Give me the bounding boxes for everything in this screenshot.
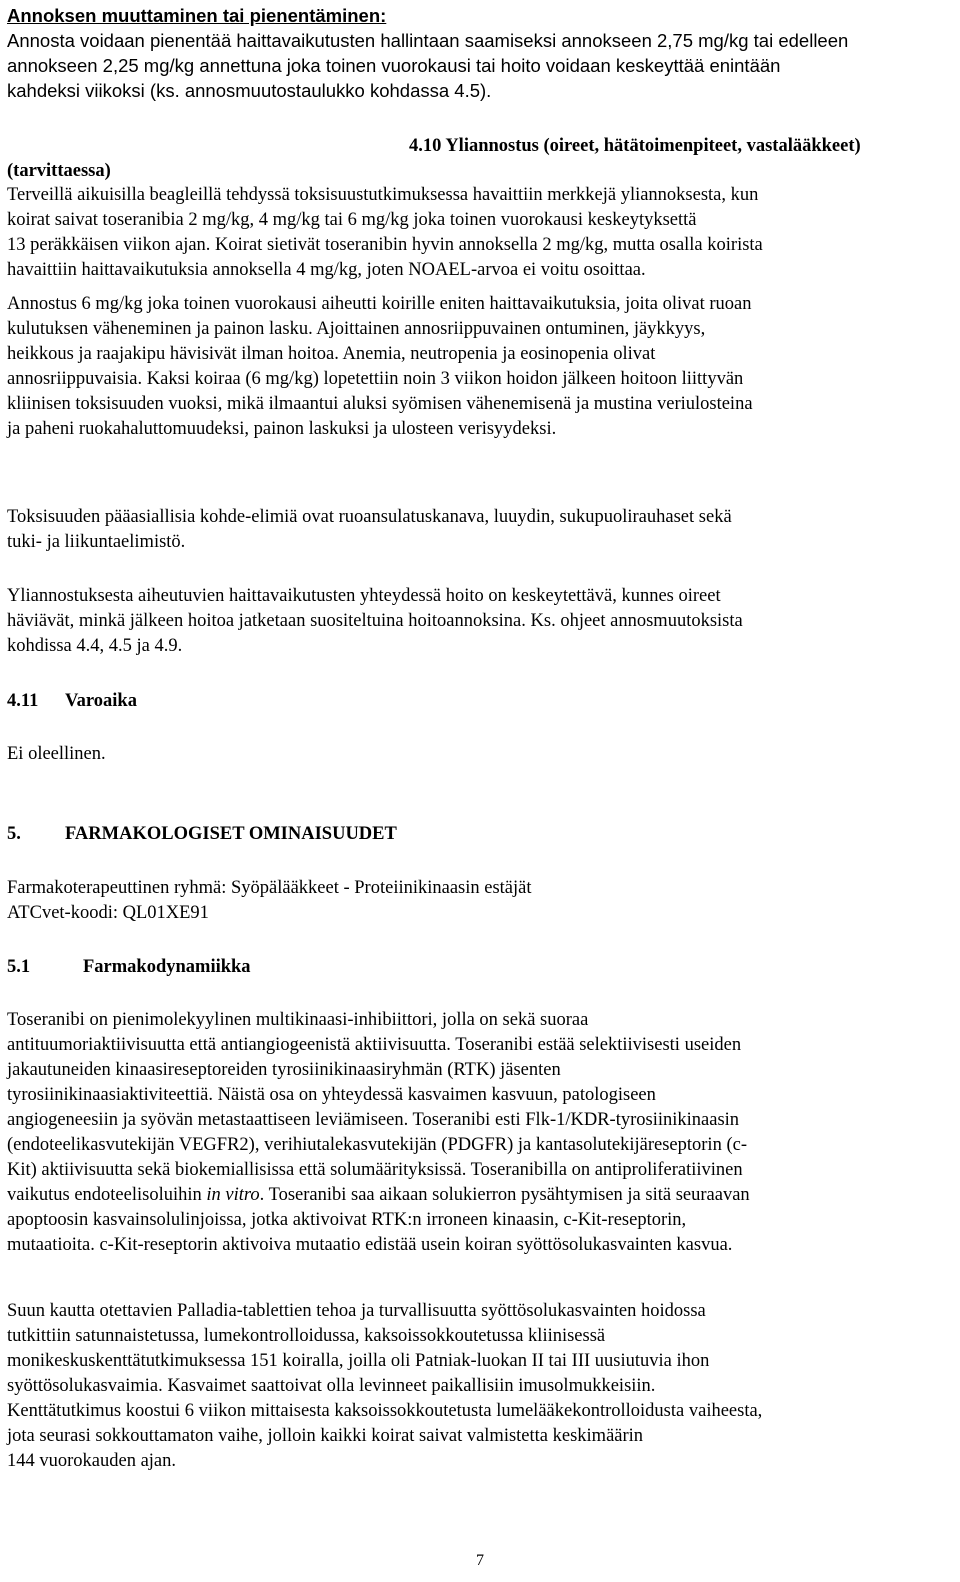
text-line: 13 peräkkäisen viikon ajan. Koirat sietivät toseranibin hyvin annoksella 2 mg/kg, mutta osalla koirista [7, 235, 763, 255]
text-line: apoptoosin kasvainsolulinjoissa, jotka aktivoivat RTK:n irroneen kinaasin, c-Kit-reseptorin, [7, 1210, 687, 1230]
section-5-number: 5. [7, 824, 21, 844]
text-line: jakautuneiden kinaasireseptoreiden tyrosiinikinaasiryhmän (RTK) jäsenten [7, 1060, 561, 1080]
text-line: Suun kautta otettavien Palladia-tablettien tehoa ja turvallisuutta syöttösolukasvainten hoidossa [7, 1301, 706, 1321]
text-line: Yliannostuksesta aiheutuvien haittavaikutusten yhteydessä hoito on keskeytettävä, kunnes oireet [7, 586, 721, 606]
pharmacotherapeutic-group: Farmakoterapeuttinen ryhmä: Syöpälääkkeet - Proteiinikinaasin estäjät [7, 878, 532, 898]
text-line: mutaatioita. c-Kit-reseptorin aktivoiva mutaatio edistää usein koiran syöttösolukasvainten kasvua. [7, 1235, 733, 1255]
text-line: 144 vuorokauden ajan. [7, 1451, 177, 1471]
section-4-10-paragraph-4 [7, 584, 953, 659]
section-5-heading [7, 822, 953, 847]
text-line: tutkittiin satunnaistetussa, lumekontrolloidussa, kaksoissokkoutetussa kliinisessä [7, 1326, 606, 1346]
text-line: heikkous ja raajakipu hävisivät ilman hoitoa. Anemia, neutropenia ja eosinopenia olivat [7, 344, 656, 364]
text-line: monikeskuskenttätutkimuksessa 151 koiralla, joilla oli Patniak-luokan II tai III uusiutuvia ihon [7, 1351, 710, 1371]
section-4-10-paragraph-3 [7, 505, 953, 555]
section-4-10-paragraph-2 [7, 292, 953, 442]
text-line: Toksisuuden pääasiallisia kohde-elimiä ovat ruoansulatuskanava, luuydin, sukupuolirauhaset sekä [7, 507, 732, 527]
text-line: kohdissa 4.4, 4.5 ja 4.9. [7, 636, 183, 656]
text-line: kulutuksen väheneminen ja painon lasku. Ajoittainen annosriippuvainen ontuminen, jäykkyys, [7, 319, 706, 339]
text-line: ja paheni ruokahaluttomuudeksi, painon laskuksi ja ulosteen verisyydeksi. [7, 419, 557, 439]
section-4-11-body [7, 742, 953, 767]
section-5-title: FARMAKOLOGISET OMINAISUUDET [65, 824, 397, 844]
atcvet-code: ATCvet-koodi: QL01XE91 [7, 903, 209, 923]
dose-adjustment-line: Annosta voidaan pienentää haittavaikutusten hallintaan saamiseksi annokseen 2,75 mg/kg tai edelleen [7, 30, 849, 51]
text-fragment: . Toseranibi saa aikaan solukierron pysähtymisen ja sitä seuraavan [259, 1185, 750, 1205]
text-line: Kit) aktiivisuutta sekä biokemiallisissa että solumäärityksissä. Toseranibilla on antiproliferatiivinen [7, 1160, 743, 1180]
text-line: havaittiin haittavaikutuksia annoksella 4 mg/kg, joten NOAEL-arvoa ei voitu osoittaa. [7, 260, 646, 280]
text-line: Ei oleellinen. [7, 744, 106, 764]
section-5-1-title: Farmakodynamiikka [83, 957, 251, 977]
text-line-in-vitro [7, 1183, 953, 1208]
in-vitro-italic: in vitro [206, 1185, 260, 1205]
text-line: angiogeneesiin ja syövän metastaattiseen leviämiseen. Toseranibi esti Flk-1/KDR-tyrosiinikinaasin [7, 1110, 740, 1130]
text-line: Toseranibi on pienimolekyylinen multikinaasi-inhibiittori, jolla on sekä suoraa [7, 1010, 589, 1030]
text-line: jota seurasi sokkouttamaton vaihe, jolloin kaikki koirat saivat valmistetta keskimäärin [7, 1426, 644, 1446]
text-line: syöttösolukasvaimia. Kasvaimet saattoivat olla levinneet paikallisiin imusolmukkeisiin. [7, 1376, 656, 1396]
section-4-11-number: 4.11 [7, 691, 39, 711]
text-line: annosriippuvaisia. Kaksi koiraa (6 mg/kg) lopetettiin noin 3 viikon hoidon jälkeen hoitoon liittyvän [7, 369, 744, 389]
section-4-11-title: Varoaika [65, 691, 137, 711]
text-line: antituumoriaktiivisuutta että antiangiogeenistä aktiivisuutta. Toseranibi estää selektiivisesti useiden [7, 1035, 742, 1055]
dose-adjustment-line: kahdeksi viikoksi (ks. annosmuutostaulukko kohdassa 4.5). [7, 80, 492, 101]
dose-adjustment-heading: Annoksen muuttaminen tai pienentäminen: [7, 5, 387, 26]
section-4-11-heading [7, 689, 953, 714]
section-5-1-heading [7, 955, 953, 980]
section-5-classification [7, 876, 953, 926]
text-line: tyrosiinikinaasiaktiviteettiä. Näistä osa on yhteydessä kasvaimen kasvuun, patologiseen [7, 1085, 656, 1105]
text-line: (endoteelikasvutekijän VEGFR2), verihiutalekasvutekijän (PDGFR) ja kantasolutekijäreseptorin (c- [7, 1135, 747, 1155]
text-line: koirat saivat toseranibia 2 mg/kg, 4 mg/kg tai 6 mg/kg joka toinen vuorokausi keskeytyksettä [7, 210, 697, 230]
section-4-10-paragraph-1 [7, 183, 953, 283]
dose-adjustment-line: annokseen 2,25 mg/kg annettuna joka toinen vuorokausi tai hoito voidaan keskeyttää enintään [7, 55, 781, 76]
section-4-10-heading [7, 134, 953, 184]
text-line: Kenttätutkimus koostui 6 viikon mittaisesta kaksoissokkoutetusta lumelääkekontrolloidusta vaiheesta, [7, 1401, 763, 1421]
text-line: häviävät, minkä jälkeen hoitoa jatketaan suositeltuina hoitoannoksina. Ks. ohjeet annosmuutoksista [7, 611, 743, 631]
section-4-10-title: 4.10 Yliannostus (oireet, hätätoimenpiteet, vastalääkkeet) (tarvittaessa) [7, 136, 861, 181]
text-line: Annostus 6 mg/kg joka toinen vuorokausi aiheutti koirille eniten haittavaikutuksia, joita olivat ruoan [7, 294, 752, 314]
text-line: kliinisen toksisuuden vuoksi, mikä ilmaantui aluksi syömisen vähenemisenä ja mustina veriulosteina [7, 394, 753, 414]
text-line: tuki- ja liikuntaelimistö. [7, 532, 186, 552]
text-line: Terveillä aikuisilla beagleillä tehdyssä toksisuustutkimuksessa havaittiin merkkejä yliannoksesta, kun [7, 185, 759, 205]
section-5-1-paragraph-2 [7, 1299, 953, 1474]
dose-adjustment-block [7, 3, 953, 103]
text-fragment: vaikutus endoteelisoluihin [7, 1185, 207, 1205]
section-5-1-number: 5.1 [7, 957, 31, 977]
page-number: 7 [476, 1552, 484, 1569]
section-5-1-paragraph-1 [7, 1008, 953, 1258]
